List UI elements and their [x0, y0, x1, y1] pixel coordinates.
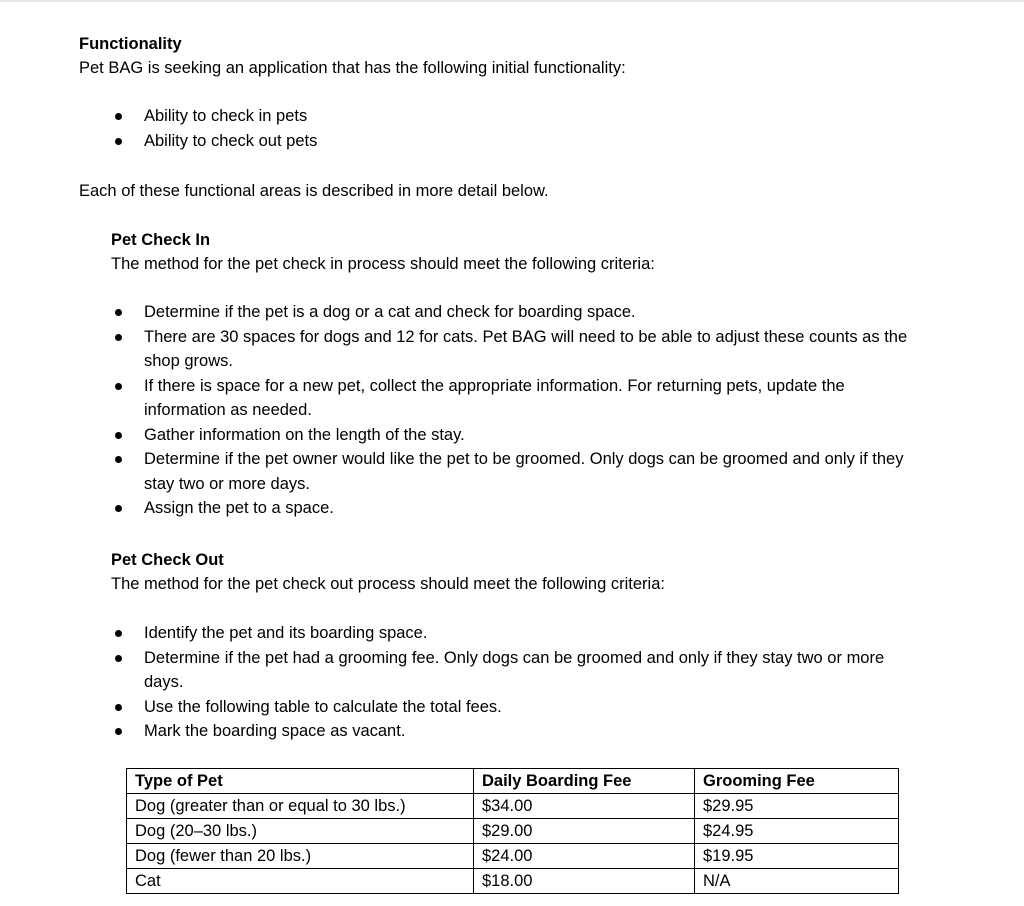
check-in-heading: Pet Check In: [111, 231, 211, 249]
fee-table: [126, 768, 899, 894]
header-type-of-pet: Type of Pet: [127, 769, 474, 794]
boarding-fee-cell: $18.00: [474, 869, 695, 894]
pet-type-cell: Cat: [127, 869, 474, 894]
grooming-fee-cell: $19.95: [695, 844, 899, 869]
list-item: Use the following table to calculate the total fees.: [111, 695, 921, 720]
table-row: [127, 844, 899, 869]
check-out-list: [111, 621, 921, 744]
list-item: Identify the pet and its boarding space.: [111, 621, 921, 646]
table-row: [127, 869, 899, 894]
list-item: Ability to check out pets: [111, 129, 931, 154]
list-item: Assign the pet to a space.: [111, 496, 911, 521]
pet-type-cell: Dog (fewer than 20 lbs.): [127, 844, 474, 869]
boarding-fee-cell: $24.00: [474, 844, 695, 869]
functionality-heading: Functionality: [79, 35, 182, 53]
header-grooming-fee: Grooming Fee: [695, 769, 899, 794]
list-item: Ability to check in pets: [111, 104, 931, 129]
pet-type-cell: Dog (20–30 lbs.): [127, 819, 474, 844]
list-item: Gather information on the length of the stay.: [111, 423, 911, 448]
list-item: There are 30 spaces for dogs and 12 for cats. Pet BAG will need to be able to adjust these counts as the shop grows.: [111, 325, 911, 374]
list-item: Determine if the pet owner would like the pet to be groomed. Only dogs can be groomed and only if they stay two or more days.: [111, 447, 911, 496]
functionality-list: [111, 104, 931, 153]
functionality-intro: Pet BAG is seeking an application that has the following initial functionality:: [79, 59, 626, 77]
list-item: If there is space for a new pet, collect the appropriate information. For returning pets, update the information as needed.: [111, 374, 911, 423]
list-item: Determine if the pet is a dog or a cat and check for boarding space.: [111, 300, 911, 325]
check-out-heading: Pet Check Out: [111, 551, 224, 569]
check-out-intro: The method for the pet check out process should meet the following criteria:: [111, 575, 665, 593]
grooming-fee-cell: $29.95: [695, 794, 899, 819]
table-header-row: [127, 769, 899, 794]
grooming-fee-cell: $24.95: [695, 819, 899, 844]
grooming-fee-cell: N/A: [695, 869, 899, 894]
list-item: Mark the boarding space as vacant.: [111, 719, 921, 744]
boarding-fee-cell: $34.00: [474, 794, 695, 819]
header-daily-boarding-fee: Daily Boarding Fee: [474, 769, 695, 794]
check-in-list: [111, 300, 911, 521]
boarding-fee-cell: $29.00: [474, 819, 695, 844]
table-row: [127, 819, 899, 844]
pet-type-cell: Dog (greater than or equal to 30 lbs.): [127, 794, 474, 819]
check-in-intro: The method for the pet check in process should meet the following criteria:: [111, 255, 655, 273]
table-row: [127, 794, 899, 819]
list-item: Determine if the pet had a grooming fee. Only dogs can be groomed and only if they stay two or more days.: [111, 646, 921, 695]
functionality-outro: Each of these functional areas is described in more detail below.: [79, 182, 549, 200]
